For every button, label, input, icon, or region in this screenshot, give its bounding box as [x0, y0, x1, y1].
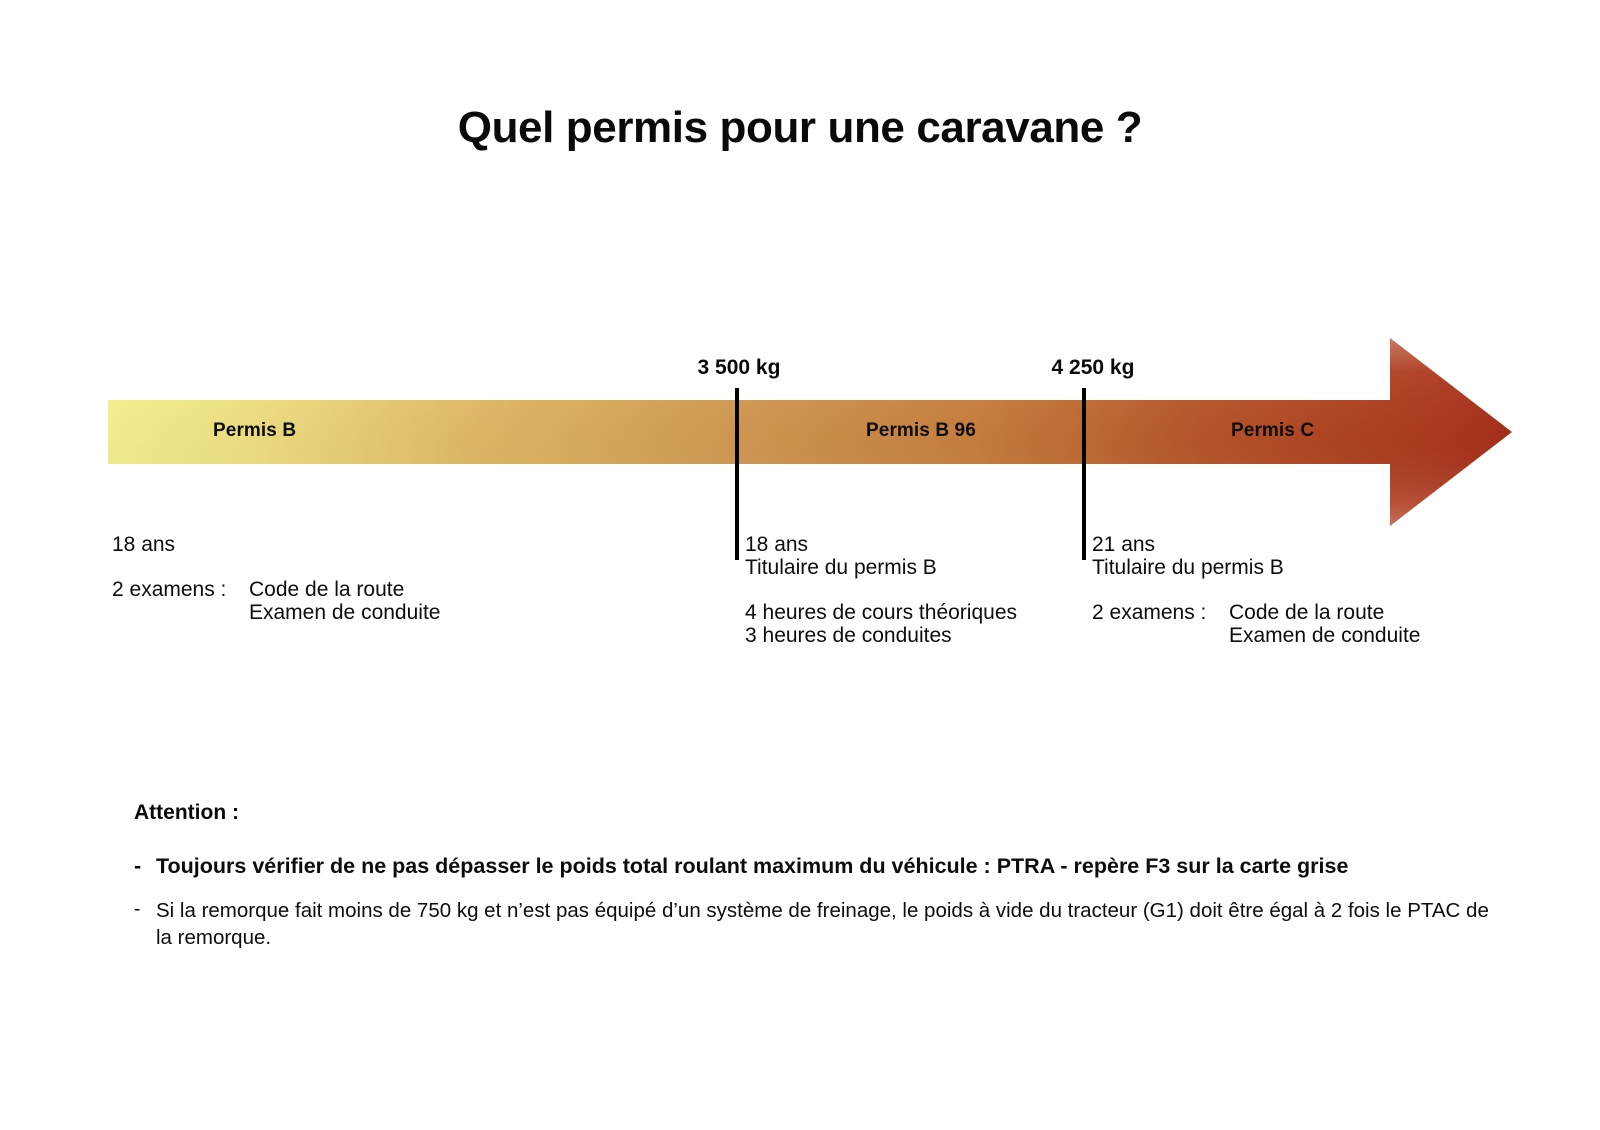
band-label-permis-b96: Permis B 96 — [866, 420, 976, 441]
threshold-tick-4250 — [1082, 388, 1086, 560]
bullet-dash-icon: - — [134, 854, 142, 878]
permis-b-age: 18 ans — [112, 533, 176, 556]
permis-c-exams-key: 2 examens : — [1092, 601, 1207, 624]
permis-c-exam-2: Examen de conduite — [1229, 624, 1421, 647]
details-permis-c — [1092, 533, 1420, 647]
page-title: Quel permis pour une caravane ? — [457, 103, 1143, 152]
permis-c-holder: Titulaire du permis B — [1092, 556, 1284, 579]
permis-b96-age: 18 ans — [745, 533, 809, 556]
band-label-permis-b: Permis B — [213, 420, 297, 441]
attention-bullet-2-text: Si la remorque fait moins de 750 kg et n’est pas équipé d’un système de freinage, le poids à vide du tracteur (G1) doit être égal à 2 fois le PTAC de la remorque. — [156, 899, 1489, 949]
attention-block — [134, 801, 1494, 969]
permis-c-age: 21 ans — [1092, 533, 1156, 556]
permis-c-exam-1: Code de la route — [1229, 601, 1385, 624]
permis-b96-req-2: 3 heures de conduites — [745, 624, 952, 647]
attention-bullet-2 — [134, 897, 1494, 951]
details-permis-b96 — [745, 533, 1017, 647]
attention-bullet-1-text: Toujours vérifier de ne pas dépasser le poids total roulant maximum du véhicule : PTRA - repère F3 sur la carte grise — [156, 854, 1349, 878]
attention-heading: Attention : — [134, 801, 239, 824]
band-label-permis-c: Permis C — [1231, 420, 1315, 441]
bullet-dash-icon: - — [134, 899, 141, 920]
permis-b96-holder: Titulaire du permis B — [745, 556, 937, 579]
threshold-label-4250: 4 250 kg — [1051, 356, 1135, 379]
details-permis-b — [112, 533, 440, 624]
threshold-label-3500: 3 500 kg — [697, 356, 781, 379]
threshold-tick-3500 — [735, 388, 739, 560]
permis-b96-req-1: 4 heures de cours théoriques — [745, 601, 1018, 624]
permis-b-exams-row — [112, 578, 440, 624]
permis-b-exams-key: 2 examens : — [112, 578, 227, 601]
permis-b-exam-2: Examen de conduite — [249, 601, 441, 624]
permis-b-exam-1: Code de la route — [249, 578, 405, 601]
attention-bullet-1 — [134, 853, 1494, 879]
permis-c-exams-list — [1229, 601, 1420, 647]
permis-b-exams-list — [249, 578, 440, 624]
permis-c-exams-row — [1092, 601, 1420, 647]
